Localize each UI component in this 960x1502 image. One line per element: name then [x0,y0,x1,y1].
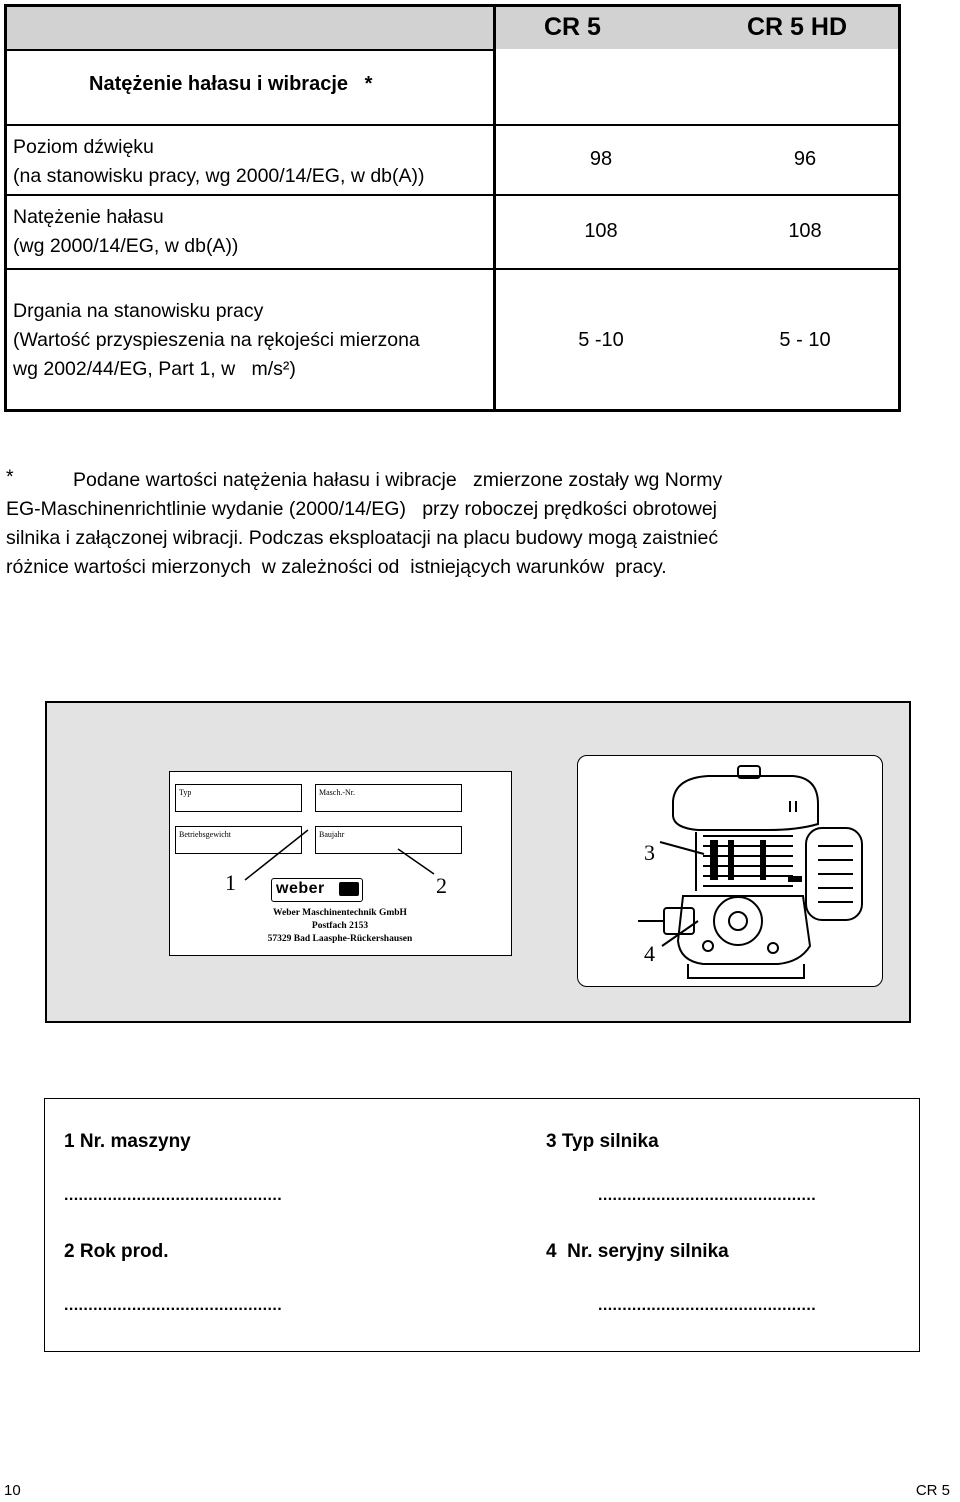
section-title: Natężenie hałasu i wibracje * [89,73,373,95]
col-header-cr5: CR 5 [544,13,601,41]
plate-field-betriebsgewicht: Betriebsgewicht [175,826,302,854]
row-label-sound-level [13,133,425,191]
spec-table [4,4,901,412]
plate-field-masch-nr: Masch.-Nr. [315,784,462,812]
engine-number-3: 3 [644,840,655,865]
footnote-marker: * [6,466,14,488]
field-dots-engine-type[interactable]: ............................................. [598,1187,817,1204]
label-line: (Wartość przyspieszenia na rękojeści mierzona [13,329,420,351]
footer-model: CR 5 [915,1482,950,1499]
label-line: Natężenie hałasu [13,206,164,228]
divider [7,49,493,51]
value-cr5hd: 5 - 10 [779,329,831,351]
row-label-noise [13,203,238,261]
page-number: 10 [4,1482,21,1499]
field-label-engine-type: 3 Typ silnika [546,1131,659,1152]
field-label-machine-no: 1 Nr. maszyny [64,1131,191,1152]
row-label-vibration [13,297,420,384]
plate-number-1: 1 [225,870,236,895]
plate-field-baujahr: Baujahr [315,826,462,854]
value-cr5: 5 -10 [578,329,624,351]
value-cr5: 108 [584,220,618,242]
field-label-engine-serial: 4 Nr. seryjny silnika [546,1241,729,1262]
plate-field-typ: Typ [175,784,302,812]
label-line: (na stanowisku pracy, wg 2000/14/EG, w db(A)) [13,165,425,187]
weber-logo: weber [271,878,363,902]
plate-postfach: Postfach 2153 [311,921,369,931]
illustration-panel [45,701,911,1023]
row-divider [7,268,898,270]
label-line: wg 2002/44/EG, Part 1, w m/s²) [13,358,296,380]
engine-illustration [577,755,883,987]
footnote [6,466,885,582]
type-plate [169,771,512,956]
value-cr5: 98 [589,148,613,170]
plate-city: 57329 Bad Laasphe-Rückershausen [267,934,413,944]
value-cr5hd: 96 [793,148,817,170]
plate-number-2: 2 [436,873,447,898]
field-dots-machine-no[interactable]: ............................................. [64,1187,283,1204]
field-dots-year[interactable]: ............................................. [64,1297,283,1314]
label-line: Poziom dźwięku [13,136,154,158]
engine-number-4: 4 [644,941,655,966]
header-model-cell [496,7,898,49]
row-divider [7,124,898,126]
engine-drawing-icon [578,756,882,986]
plate-company: Weber Maschinentechnik GmbH [273,908,407,918]
header-blank-cell [7,7,496,49]
footnote-line: Podane wartości natężenia hałasu i wibracje zmierzone zostały wg Normy [73,469,723,491]
field-dots-engine-serial[interactable]: ............................................. [598,1297,817,1314]
label-line: Drgania na stanowisku pracy [13,300,264,322]
data-entry-box [44,1098,920,1352]
row-divider [7,194,898,196]
value-cr5hd: 108 [788,220,822,242]
field-label-year: 2 Rok prod. [64,1241,169,1262]
column-divider [493,7,496,409]
footnote-line: różnice wartości mierzonych w zależności od istniejących warunków pracy. [6,556,667,578]
label-line: (wg 2000/14/EG, w db(A)) [13,235,239,257]
footnote-line: silnika i załączonej wibracji. Podczas eksploatacji na placu budowy mogą zaistnieć [6,527,719,549]
footnote-line: EG-Maschinenrichtlinie wydanie (2000/14/EG) przy roboczej prędkości obrotowej [6,498,717,520]
col-header-cr5hd: CR 5 HD [747,13,848,41]
